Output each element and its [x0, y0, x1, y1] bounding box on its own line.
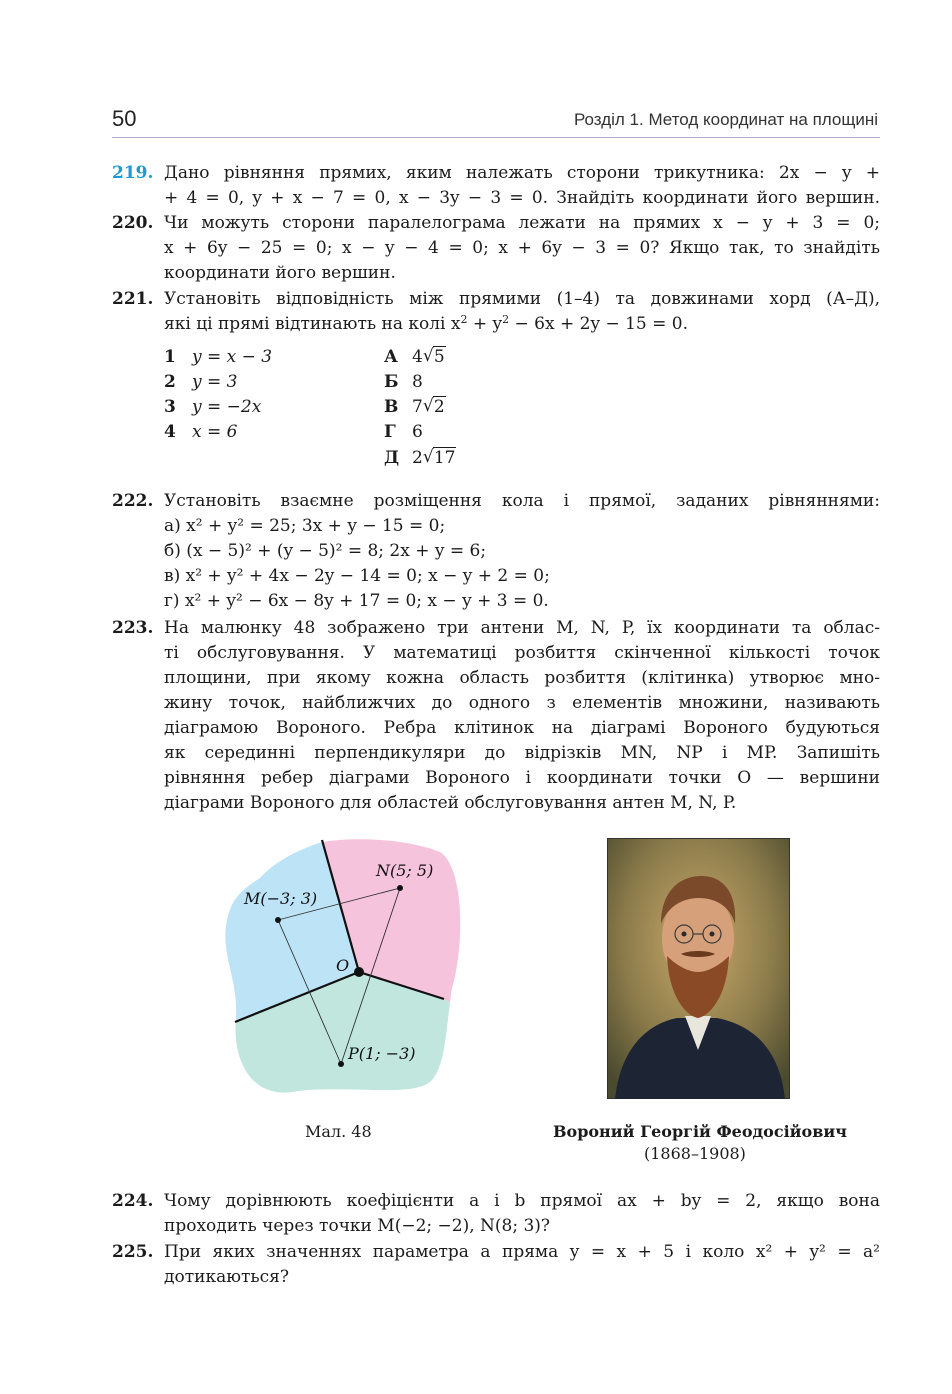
problem-text-line: Чому дорівнюють коефіцієнти a і b прямої ax + by = 2, якщо вона [164, 1191, 880, 1211]
problem-221 [112, 287, 880, 337]
problem-number: 225. [112, 1242, 154, 1262]
problem-item-c: в) x² + y² + 4x − 2y − 14 = 0; x − y + 2 = 0; [164, 566, 550, 586]
problem-text-line: Дано рівняння прямих, яким належать сторони трикутника: 2x − y + [164, 163, 880, 183]
problem-text-line: Установіть відповідність між прямими (1–4) та довжинами хорд (А–Д), [164, 289, 880, 309]
point-m [275, 917, 281, 923]
problem-number: 223. [112, 618, 154, 638]
label-o: O [336, 956, 350, 975]
problem-text-line: При яких значеннях параметра a пряма y = x + 5 і коло x² + y² = a² [164, 1242, 880, 1262]
section-title: Розділ 1. Метод координат на площині [573, 110, 878, 129]
portrait-drawing [607, 838, 790, 1099]
problem-text-line: дотикаються? [164, 1267, 290, 1287]
problem-223 [112, 616, 880, 816]
match-left-1: 1 y = x − 3 [164, 347, 273, 367]
problem-text-line: ті обслуговування. У математиці розбиття скінченної кількості точок [164, 643, 880, 663]
problem-text-line: площини, при якому кожна область розбиття (клітинка) утворює мно- [164, 668, 880, 688]
problem-text-line: Чи можуть сторони паралелограма лежати на прямих x − y + 3 = 0; [164, 213, 880, 233]
problem-text-line: + 4 = 0, y + x − 7 = 0, x − 3y − 3 = 0. Знайдіть координати його вершин. [164, 188, 880, 208]
problem-text-line: проходить через точки M(−2; −2), N(8; 3)? [164, 1216, 551, 1236]
problem-text-line: як серединні перпендикуляри до відрізків MN, NP і MP. Запишіть [164, 743, 880, 763]
problem-number: 220. [112, 213, 154, 233]
match-right-G: Г 6 [384, 422, 423, 442]
problem-222 [112, 489, 880, 614]
match-right-A: А 4 √ 5 [384, 346, 445, 367]
portrait-years: (1868–1908) [644, 1144, 746, 1163]
problem-225 [112, 1240, 880, 1290]
problem-text-line: діаграми Вороного для областей обслуговування антен M, N, P. [164, 793, 737, 813]
problem-text-line: рівняння ребер діаграми Вороного і координати точки O — вершини [164, 768, 880, 788]
label-m: M(−3; 3) [244, 889, 318, 908]
problem-item-b: б) (x − 5)² + (y − 5)² = 8; 2x + y = 6; [164, 541, 487, 561]
point-p [338, 1061, 344, 1067]
match-right-B: Б 8 [384, 372, 423, 392]
problem-text-line: жину точок, найближчих до одного з елементів множини, називають [164, 693, 880, 713]
portrait-name: Вороний Георгій Феодосійович [553, 1122, 847, 1141]
problem-text-line: координати його вершин. [164, 263, 396, 283]
figure-caption: Мал. 48 [305, 1122, 372, 1141]
header-divider [112, 137, 880, 138]
problem-220 [112, 211, 880, 286]
problem-item-a: а) x² + y² = 25; 3x + y − 15 = 0; [164, 516, 446, 536]
match-left-3: 3 y = −2x [164, 397, 262, 417]
problem-number: 224. [112, 1191, 154, 1211]
match-right-V: В 7 √ 2 [384, 396, 445, 417]
voronoi-diagram [220, 838, 470, 1100]
match-right-D: Д 2 √ 17 [384, 447, 456, 468]
label-n: N(5; 5) [376, 861, 434, 880]
problem-text-line: діаграмою Вороного. Ребра клітинок на діаграмі Вороного будуються [164, 718, 880, 738]
point-o [354, 967, 364, 977]
match-left-2: 2 y = 3 [164, 372, 238, 392]
page-number: 50 [112, 106, 137, 131]
problem-number: 222. [112, 491, 154, 511]
problem-text-line: Установіть взаємне розміщення кола і прямої, заданих рівняннями: [164, 491, 880, 511]
match-left-4: 4 x = 6 [164, 422, 238, 442]
problem-219 [112, 161, 880, 211]
problem-text-line: які ці прямі відтинають на колі $x^2 + y^2 - 6x + 2y - 15 = 0$. [164, 313, 689, 334]
problem-number: 219. [112, 163, 154, 183]
portrait-image [607, 838, 790, 1099]
problem-text-line: На малюнку 48 зображено три антени M, N, P, їх координати та облас- [164, 618, 880, 638]
problem-item-d: г) x² + y² − 6x − 8y + 17 = 0; x − y + 3 = 0. [164, 591, 549, 611]
problem-224 [112, 1189, 880, 1239]
label-p: P(1; −3) [348, 1044, 416, 1063]
point-n [397, 885, 403, 891]
problem-number: 221. [112, 289, 154, 309]
problem-text-line: x + 6y − 25 = 0; x − y − 4 = 0; x + 6y − 3 = 0? Якщо так, то знайдіть [164, 238, 880, 258]
